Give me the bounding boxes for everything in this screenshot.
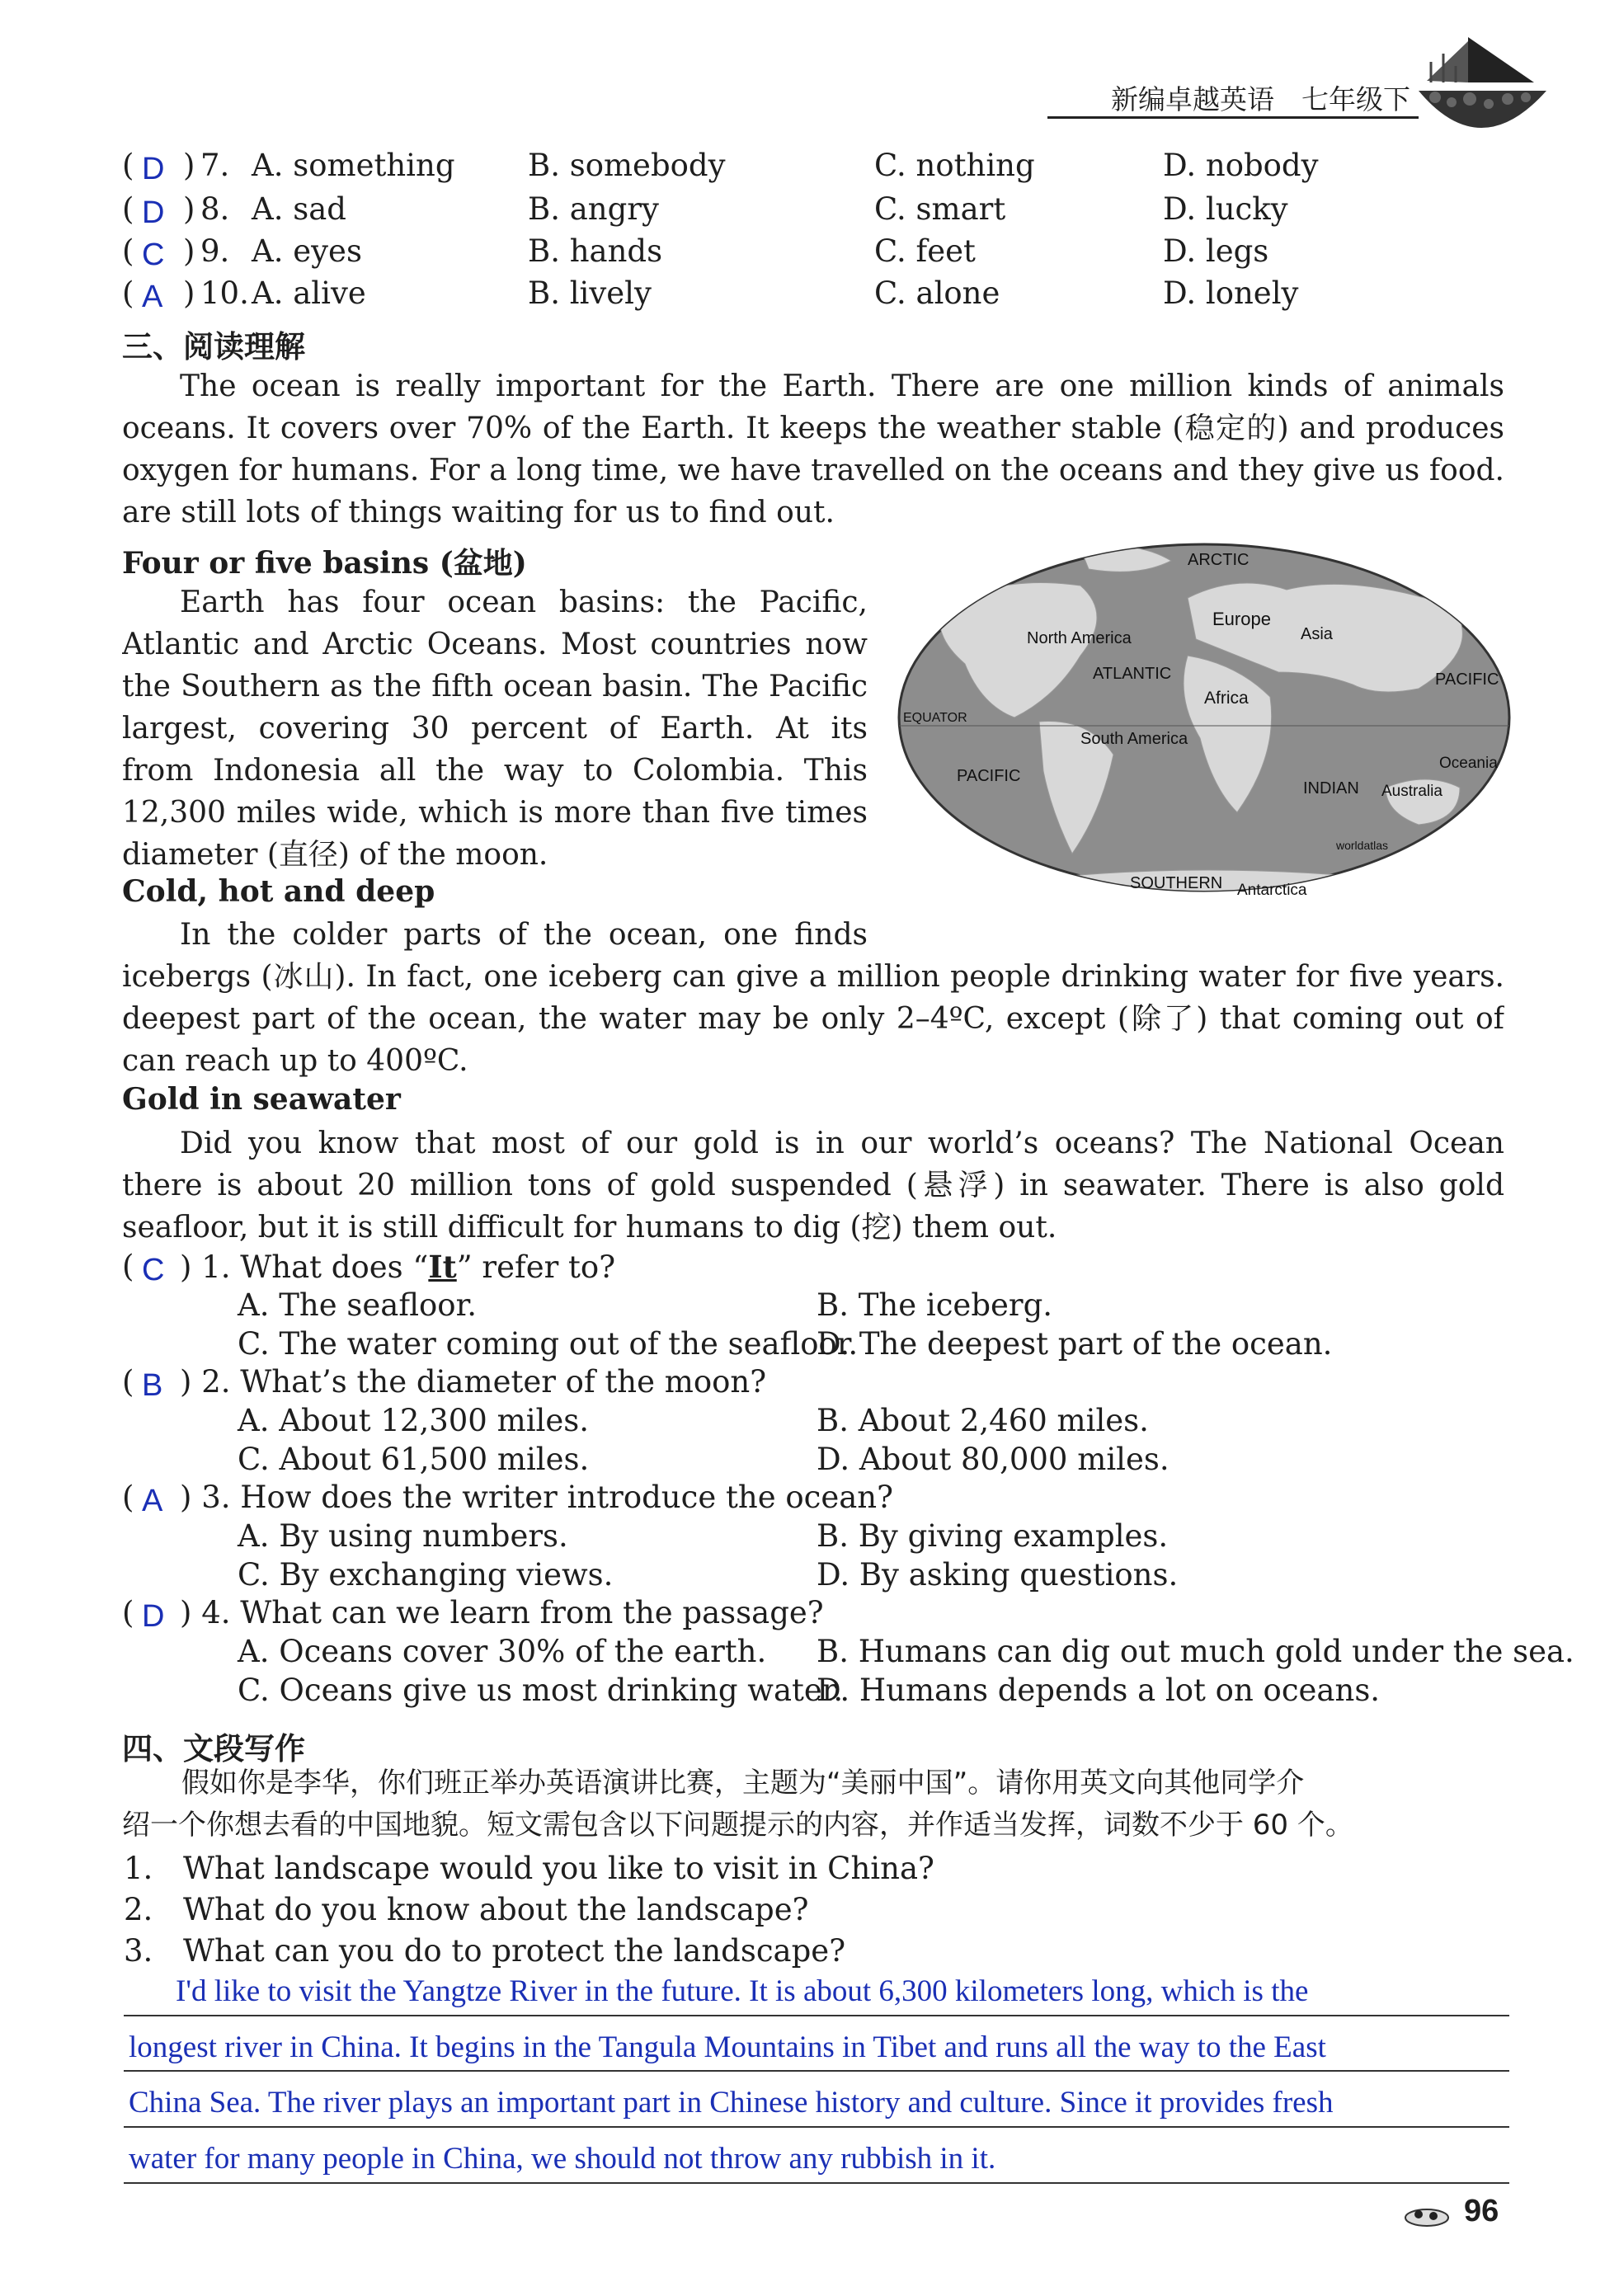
writing-heading: 四、文段写作	[122, 1731, 305, 1767]
option-d: D. The deepest part of the ocean.	[817, 1326, 1333, 1362]
answer-paren-open: (	[122, 275, 134, 311]
option-b: B. angry	[528, 191, 659, 227]
option-c: C. The water coming out of the seafloor.	[238, 1326, 859, 1362]
option-b: B. Humans can dig out much gold under the sea.	[817, 1634, 1574, 1669]
page-number: 96	[1464, 2194, 1499, 2228]
option-d: D. legs	[1163, 233, 1269, 269]
answer-letter: B	[142, 1368, 163, 1403]
question-stem: ) 2. What’s the diameter of the moon?	[180, 1364, 767, 1400]
question-stem	[180, 1245, 615, 1289]
question-number: 9.	[200, 233, 230, 269]
answer-paren-open: (	[122, 1595, 134, 1630]
map-label-southern: SOUTHERN	[1130, 874, 1223, 892]
writing-prompt-line: 绍一个你想去看的中国地貌。短文需包含以下问题提示的内容，并作适当发挥，词数不少于 60 个。	[122, 1809, 1353, 1842]
it-underlined: It	[428, 1249, 457, 1285]
option-b: B. By giving examples.	[817, 1518, 1169, 1554]
map-label-equator: EQUATOR	[903, 711, 967, 725]
cold-line-text: deepest part of the ocean, the water may be only 2–4ºC, except (除了) that coming out of	[122, 1002, 1504, 1036]
option-c: C. feet	[874, 233, 976, 269]
cold-hot-deep-paragraph	[122, 956, 1504, 1082]
option-a: A. About 12,300 miles.	[238, 1403, 590, 1438]
hint-text: What can you do to protect the landscape?	[183, 1933, 846, 1969]
cold-line: can reach up to 400ºC.	[122, 1044, 468, 1078]
stem-part: ) 1. What does “	[180, 1249, 429, 1285]
answer-letter: D	[142, 195, 165, 230]
map-label-north-america: North America	[1027, 629, 1132, 647]
option-d: D. Humans depends a lot on oceans.	[817, 1673, 1381, 1708]
world-map	[891, 540, 1518, 911]
option-d: D. lonely	[1163, 275, 1299, 311]
option-a: A. eyes	[252, 233, 362, 269]
basins-line: largest, covering 30 percent of Earth. At its	[122, 712, 868, 746]
answer-paren-close: )	[183, 233, 195, 269]
book-title: 新编卓越英语 七年级下	[1111, 83, 1410, 115]
cold-line: In the colder parts of the ocean, one finds	[180, 918, 868, 952]
gold-line: Did you know that most of our gold is in our world’s oceans? The National Ocean	[180, 1127, 1504, 1160]
header-rule	[1047, 116, 1419, 119]
option-a: A. alive	[252, 275, 366, 311]
option-c: C. smart	[874, 191, 1006, 227]
reading-intro	[122, 365, 1504, 534]
basins-line: from Indonesia all the way to Colombia. This	[122, 754, 868, 788]
footer-decoration-icon	[1402, 2198, 1452, 2231]
basins-line: 12,300 miles wide, which is more than five times	[122, 796, 868, 830]
answer-letter: A	[142, 280, 163, 314]
option-a: A. something	[252, 148, 455, 183]
answer-letter: A	[142, 1484, 163, 1518]
map-label-pacific-east: PACIFIC	[1435, 670, 1499, 689]
option-a: A. Oceans cover 30% of the earth.	[238, 1634, 767, 1669]
answer-paren-open: (	[122, 1249, 134, 1284]
essay-line: I'd like to visit the Yangtze River in the future. It is about 6,300 kilometers long, which is the	[176, 1974, 1309, 2008]
map-label-pacific-west: PACIFIC	[957, 767, 1021, 785]
answer-paren-open: (	[122, 191, 134, 227]
answer-paren-open: (	[122, 1480, 134, 1515]
answer-letter: D	[142, 152, 165, 186]
answer-letter: D	[142, 1599, 165, 1634]
question-number: 10.	[200, 275, 249, 311]
map-label-arctic: ARCTIC	[1188, 551, 1250, 569]
option-b: B. somebody	[528, 148, 726, 183]
option-d: D. nobody	[1163, 148, 1319, 183]
writing-prompt-line: 假如你是李华，你们班正举办英语演讲比赛，主题为“美丽中国”。请你用英文向其他同学介	[181, 1767, 1305, 1800]
essay-line: water for many people in China, we should not throw any rubbish in it.	[129, 2142, 996, 2176]
option-c: C. nothing	[874, 148, 1035, 183]
option-c: C. About 61,500 miles.	[238, 1442, 590, 1477]
option-b: B. lively	[528, 275, 652, 311]
map-label-australia: Australia	[1381, 783, 1443, 800]
map-label-africa: Africa	[1204, 689, 1249, 708]
map-label-europe: Europe	[1212, 609, 1271, 629]
writing-rule	[124, 2070, 1509, 2072]
answer-paren-open: (	[122, 233, 134, 269]
writing-rule	[124, 2015, 1509, 2016]
hint-number: 2.	[124, 1892, 153, 1927]
map-label-atlantic: ATLANTIC	[1093, 665, 1172, 683]
cold-line: icebergs (冰山). In fact, one iceberg can give a million people drinking water for five years.	[122, 960, 1504, 994]
map-label-oceania: Oceania	[1439, 755, 1498, 772]
intro-line: oxygen for humans. For a long time, we have travelled on the oceans and they give us food.	[122, 454, 1504, 487]
intro-line: The ocean is really important for the Earth. There are one million kinds of animals	[180, 369, 1504, 403]
option-a: A. sad	[252, 191, 346, 227]
option-b: B. hands	[528, 233, 663, 269]
map-label-worldatlas: worldatlas	[1336, 839, 1389, 852]
cold-line	[122, 998, 1504, 1040]
option-a: A. By using numbers.	[238, 1518, 568, 1554]
basins-line: diameter (直径) of the moon.	[122, 838, 548, 872]
option-c: C. By exchanging views.	[238, 1557, 614, 1593]
cold-hot-deep-first-line	[122, 914, 868, 956]
hint-number: 3.	[124, 1933, 153, 1969]
answer-paren-open: (	[122, 1364, 134, 1400]
answer-paren-close: )	[183, 191, 195, 227]
gold-paragraph	[122, 1122, 1504, 1249]
writing-rule	[124, 2126, 1509, 2128]
answer-paren-close: )	[183, 148, 195, 183]
option-b: B. The iceberg.	[817, 1287, 1053, 1323]
question-number: 8.	[200, 191, 230, 227]
page-header	[1047, 78, 1410, 120]
map-label-indian: INDIAN	[1303, 779, 1359, 797]
answer-paren-open: (	[122, 148, 134, 183]
answer-paren-close: )	[183, 275, 195, 311]
subheading-basins: Four or five basins (盆地)	[122, 546, 527, 581]
question-stem: ) 4. What can we learn from the passage?	[180, 1595, 824, 1630]
essay-line: China Sea. The river plays an important part in Chinese history and culture. Since it provides fresh	[129, 2086, 1334, 2120]
option-d: D. About 80,000 miles.	[817, 1442, 1170, 1477]
option-b: B. About 2,460 miles.	[817, 1403, 1149, 1438]
essay-line: longest river in China. It begins in the Tangula Mountains in Tibet and runs all the way to the East	[129, 2030, 1326, 2064]
basins-line: Earth has four ocean basins: the Pacific,	[180, 586, 868, 619]
answer-letter: C	[142, 1253, 165, 1287]
gold-line: there is about 20 million tons of gold suspended (悬浮) in seawater. There is also gold	[122, 1169, 1504, 1202]
intro-line: are still lots of things waiting for us to find out.	[122, 496, 835, 529]
basins-paragraph	[122, 581, 868, 876]
stem-part: ” refer to?	[456, 1249, 616, 1285]
question-stem: ) 3. How does the writer introduce the ocean?	[180, 1480, 893, 1515]
map-label-south-america: South America	[1080, 730, 1188, 748]
hint-number: 1.	[124, 1851, 153, 1886]
subheading-gold: Gold in seawater	[122, 1082, 401, 1117]
option-d: D. By asking questions.	[817, 1557, 1179, 1593]
option-c: C. Oceans give us most drinking water.	[238, 1673, 844, 1708]
hint-text: What landscape would you like to visit in China?	[183, 1851, 934, 1886]
question-number: 7.	[200, 148, 230, 183]
option-d: D. lucky	[1163, 191, 1288, 227]
subheading-cold-hot-deep: Cold, hot and deep	[122, 874, 435, 909]
map-label-antarctica: Antarctica	[1237, 882, 1307, 899]
option-c: C. alone	[874, 275, 1000, 311]
gold-line: seafloor, but it is still difficult for humans to dig (挖) them out.	[122, 1211, 1057, 1244]
answer-letter: C	[142, 238, 165, 272]
hint-text: What do you know about the landscape?	[183, 1892, 809, 1927]
writing-rule	[124, 2182, 1509, 2184]
basins-line: Atlantic and Arctic Oceans. Most countries now	[122, 628, 868, 661]
basins-line: the Southern as the fifth ocean basin. The Pacific	[122, 670, 868, 703]
option-a: A. The seafloor.	[238, 1287, 477, 1323]
header-ship-decoration	[1410, 33, 1551, 157]
intro-line: oceans. It covers over 70% of the Earth. It keeps the weather stable (稳定的) and produces	[122, 412, 1504, 445]
reading-heading: 三、阅读理解	[122, 329, 305, 365]
map-label-asia: Asia	[1301, 625, 1333, 643]
